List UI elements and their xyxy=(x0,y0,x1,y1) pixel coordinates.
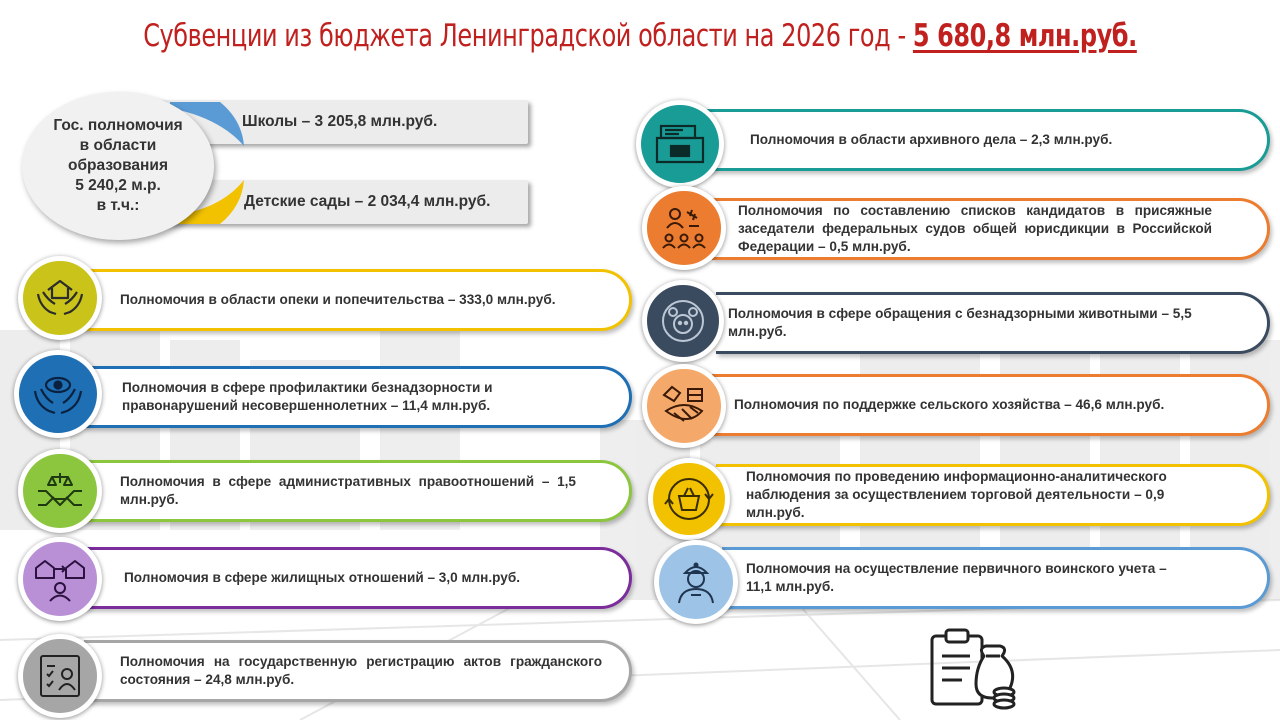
education-line-4: 5 240,2 м.р. xyxy=(75,177,161,194)
trade-item xyxy=(716,464,1270,526)
housing-text: Полномочия в сфере жилищных отношений – 3,0 млн.руб. xyxy=(124,570,521,585)
education-circle xyxy=(22,92,214,240)
education-line-1: Гос. полномочия xyxy=(53,117,183,134)
registry-document-icon xyxy=(18,634,102,718)
agriculture-item xyxy=(712,374,1270,436)
education-line-5: в т.ч.: xyxy=(96,197,140,214)
military-text: Полномочия на осуществление первичного воинского учета – 11,1 млн.руб. xyxy=(746,561,1167,594)
jury-text: Полномочия по составлению списков кандидатов в присяжные заседатели федеральных судов общей юрисдикции в Российской Федерации – 0,5 млн.руб. xyxy=(738,203,1212,254)
animal-icon xyxy=(642,280,724,362)
house-exchange-icon xyxy=(18,537,102,621)
archive-text: Полномочия в области архивного дела – 2,3 млн.руб. xyxy=(750,132,1113,147)
education-line-3: образования xyxy=(68,157,168,174)
schools-label: Школы – 3 205,8 млн.руб. xyxy=(242,113,438,130)
military-item xyxy=(722,547,1270,609)
title-total-amount: 5 680,8 млн.руб. xyxy=(912,18,1137,54)
kindergartens-label: Детские сады – 2 034,4 млн.руб. xyxy=(244,193,491,210)
title-text: Субвенции из бюджета Ленинградской области на 2026 год - xyxy=(143,18,913,54)
guardianship-text: Полномочия в области опеки и попечительства – 333,0 млн.руб. xyxy=(120,292,556,307)
jury-item xyxy=(712,198,1270,260)
animals-text: Полномочия в сфере обращения с безнадзорными животными – 5,5 млн.руб. xyxy=(728,306,1192,339)
admin-item xyxy=(84,460,632,522)
jury-icon xyxy=(642,186,726,270)
trade-cycle-icon xyxy=(648,458,730,540)
trade-text: Полномочия по проведению информационно-аналитического наблюдения за осуществлением торговой деятельности – 0,9 млн.руб. xyxy=(746,469,1167,520)
agriculture-icon xyxy=(642,364,726,448)
page-title xyxy=(90,18,1191,54)
hands-house-icon xyxy=(18,256,102,340)
hands-eye-icon xyxy=(14,350,102,438)
archive-item xyxy=(700,109,1270,171)
civil-registry-text: Полномочия на государственную регистрацию актов гражданского состояния – 24,8 млн.руб. xyxy=(120,654,602,687)
archive-icon xyxy=(636,100,724,188)
guardianship-item xyxy=(84,269,632,331)
agriculture-text: Полномочия по поддержке сельского хозяйства – 46,6 млн.руб. xyxy=(734,397,1165,412)
soldier-icon xyxy=(654,540,738,624)
civil-registry-item xyxy=(84,640,632,702)
housing-item xyxy=(84,547,632,609)
education-line-2: в области xyxy=(79,137,157,154)
animals-item xyxy=(716,292,1270,354)
handshake-scales-icon xyxy=(18,449,102,533)
clipboard-moneybag-icon xyxy=(926,626,1020,712)
juvenile-text: Полномочия в сфере профилактики безнадзорности и правонарушений несовершеннолетних – 11,4 млн.руб. xyxy=(122,380,493,413)
admin-text: Полномочия в сфере административных правоотношений – 1,5 млн.руб. xyxy=(120,474,576,507)
juvenile-item xyxy=(84,366,632,428)
